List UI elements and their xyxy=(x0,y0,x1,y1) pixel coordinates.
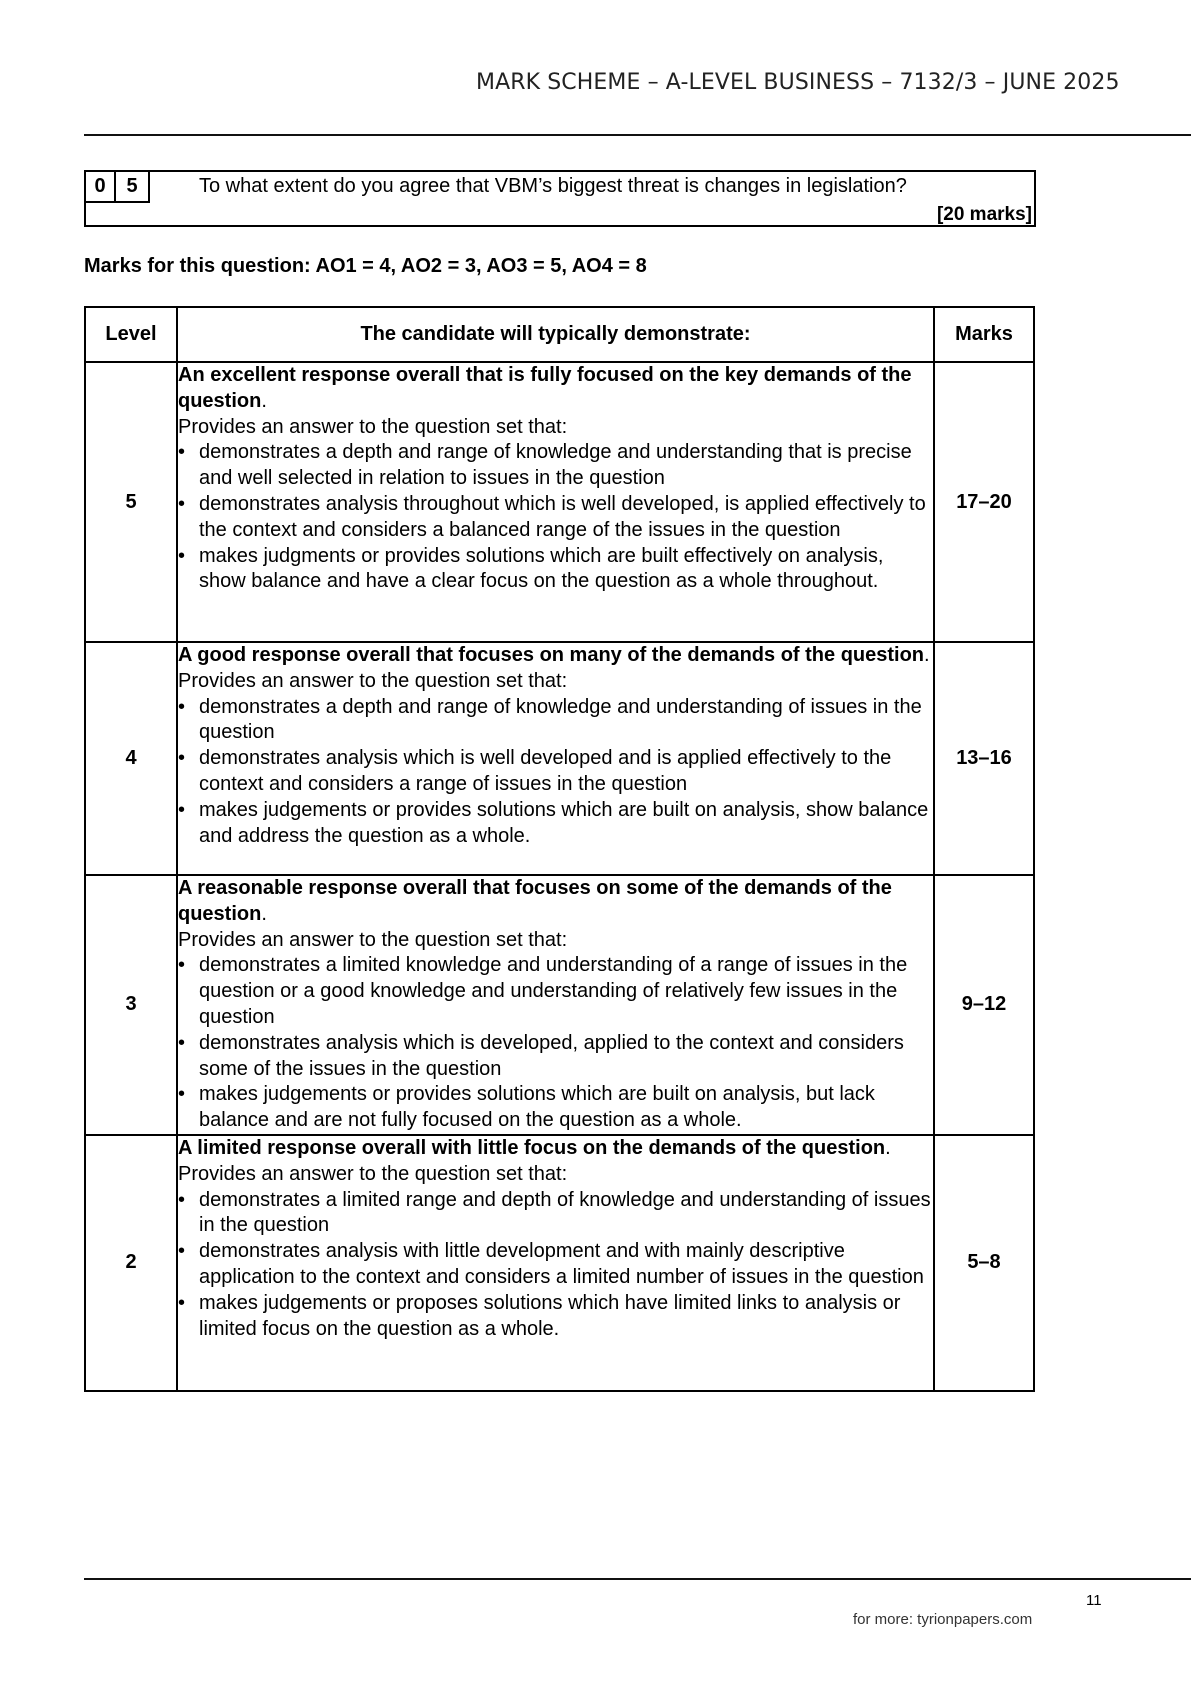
assessment-objectives-marks: Marks for this question: AO1 = 4, AO2 = 3, AO3 = 5, AO4 = 8 xyxy=(84,255,647,277)
marks-column-header: Marks xyxy=(934,307,1034,362)
descriptor-intro: Provides an answer to the question set that: xyxy=(178,415,568,438)
descriptor-heading: A good response overall that focuses on many of the demands of the question xyxy=(178,644,925,666)
level-column-header: Level xyxy=(85,307,177,362)
list-item: • makes judgments or provides solutions which are built effectively on analysis, show balance and have a clear focus on the question as a whole throughout. xyxy=(178,544,933,596)
footer-note: for more: tyrionpapers.com xyxy=(853,1611,1033,1628)
level-cell: 2 xyxy=(85,1135,177,1391)
levels-of-response-table xyxy=(84,306,1035,1392)
descriptor-bullets xyxy=(178,695,933,850)
descriptor-bullets xyxy=(178,1188,933,1343)
descriptor-intro: Provides an answer to the question set that: xyxy=(178,669,568,692)
table-row xyxy=(85,642,1034,875)
descriptor-heading: A reasonable response overall that focuses on some of the demands of the question xyxy=(178,877,892,925)
level-cell: 3 xyxy=(85,875,177,1135)
descriptor-intro: Provides an answer to the question set that: xyxy=(178,928,568,951)
descriptor-heading: An excellent response overall that is fully focused on the key demands of the question xyxy=(178,364,912,412)
header-rule xyxy=(84,134,1191,136)
table-row xyxy=(85,362,1034,642)
list-item: • demonstrates analysis which is well developed and is applied effectively to the context and considers a range of issues in the question xyxy=(178,746,933,798)
description-column-header: The candidate will typically demonstrate: xyxy=(177,307,934,362)
question-text: To what extent do you agree that VBM’s biggest threat is changes in legislation? xyxy=(199,175,907,197)
descriptor-bullets xyxy=(178,953,933,1134)
question-number-underline xyxy=(86,201,150,203)
list-item: • makes judgements or provides solutions which are built on analysis, show balance and address the question as a whole. xyxy=(178,798,933,850)
list-item: • demonstrates analysis which is developed, applied to the context and considers some of the issues in the question xyxy=(178,1031,933,1083)
list-item: • makes judgements or proposes solutions which have limited links to analysis or limited focus on the question as a whole. xyxy=(178,1291,933,1343)
descriptor-heading: A limited response overall with little focus on the demands of the question xyxy=(178,1136,886,1159)
descriptor-cell: An excellent response overall that is fully focused on the key demands of the question. Provides an answer to the question set that: • demonstrates a depth and range of knowledge and understanding that is precise and well selected in relation to issues in the question • demonstrates analysis throughout which is well developed, is applied effectively to the context and considers a balanced range of the issues in the question • makes judgments or provides solutions which are built effectively on analysis, show balance and have a clear focus on the question as a whole throughout. xyxy=(177,362,934,642)
descriptor-bullets xyxy=(178,440,933,595)
table-header-row xyxy=(85,307,1034,362)
question-number-digit-2: 5 xyxy=(116,172,150,201)
level-cell: 5 xyxy=(85,362,177,642)
marks-cell: 13–16 xyxy=(934,642,1034,875)
list-item: • demonstrates a limited knowledge and understanding of a range of issues in the question or a good knowledge and understanding of relatively few issues in the question xyxy=(178,953,933,1030)
descriptor-intro: Provides an answer to the question set that: xyxy=(178,1162,568,1185)
descriptor-cell: A limited response overall with little focus on the demands of the question. Provides an answer to the question set that: • demonstrates a limited range and depth of knowledge and understanding of issues in the question • demonstrates analysis with little development and with mainly descriptive application to the context and considers a limited number of issues in the question • makes judgements or proposes solutions which have limited links to analysis or limited focus on the question as a whole. xyxy=(177,1135,934,1391)
list-item: • demonstrates a depth and range of knowledge and understanding that is precise and well selected in relation to issues in the question xyxy=(178,440,933,492)
page-header-title: MARK SCHEME – A-LEVEL BUSINESS – 7132/3 – JUNE 2025 xyxy=(476,70,1120,95)
list-item: • demonstrates analysis with little development and with mainly descriptive application to the context and considers a limited number of issues in the question xyxy=(178,1239,933,1291)
list-item: • demonstrates analysis throughout which is well developed, is applied effectively to the context and considers a balanced range of the issues in the question xyxy=(178,492,933,544)
level-cell: 4 xyxy=(85,642,177,875)
list-item: • makes judgements or provides solutions which are built on analysis, but lack balance and are not fully focused on the question as a whole. xyxy=(178,1082,933,1134)
marks-cell: 5–8 xyxy=(934,1135,1034,1391)
descriptor-cell: A good response overall that focuses on many of the demands of the question. Provides an answer to the question set that: • demonstrates a depth and range of knowledge and understanding of issues in the question • demonstrates analysis which is well developed and is applied effectively to the context and considers a range of issues in the question • makes judgements or provides solutions which are built on analysis, show balance and address the question as a whole. xyxy=(177,642,934,875)
descriptor-cell: A reasonable response overall that focuses on some of the demands of the question. Provides an answer to the question set that: • demonstrates a limited knowledge and understanding of a range of issues in the question or a good knowledge and understanding of relatively few issues in the question • demonstrates analysis which is developed, applied to the context and considers some of the issues in the question • makes judgements or provides solutions which are built on analysis, but lack balance and are not fully focused on the question as a whole. xyxy=(177,875,934,1135)
question-number-digit-1: 0 xyxy=(86,172,116,201)
marks-cell: 17–20 xyxy=(934,362,1034,642)
question-box xyxy=(84,170,1036,227)
page-number: 11 xyxy=(1086,1592,1102,1609)
marks-cell: 9–12 xyxy=(934,875,1034,1135)
table-row xyxy=(85,1135,1034,1391)
table-row xyxy=(85,875,1034,1135)
list-item: • demonstrates a depth and range of knowledge and understanding of issues in the question xyxy=(178,695,933,747)
list-item: • demonstrates a limited range and depth of knowledge and understanding of issues in the question xyxy=(178,1188,933,1240)
footer-rule xyxy=(84,1578,1191,1580)
question-marks: [20 marks] xyxy=(936,204,1032,225)
